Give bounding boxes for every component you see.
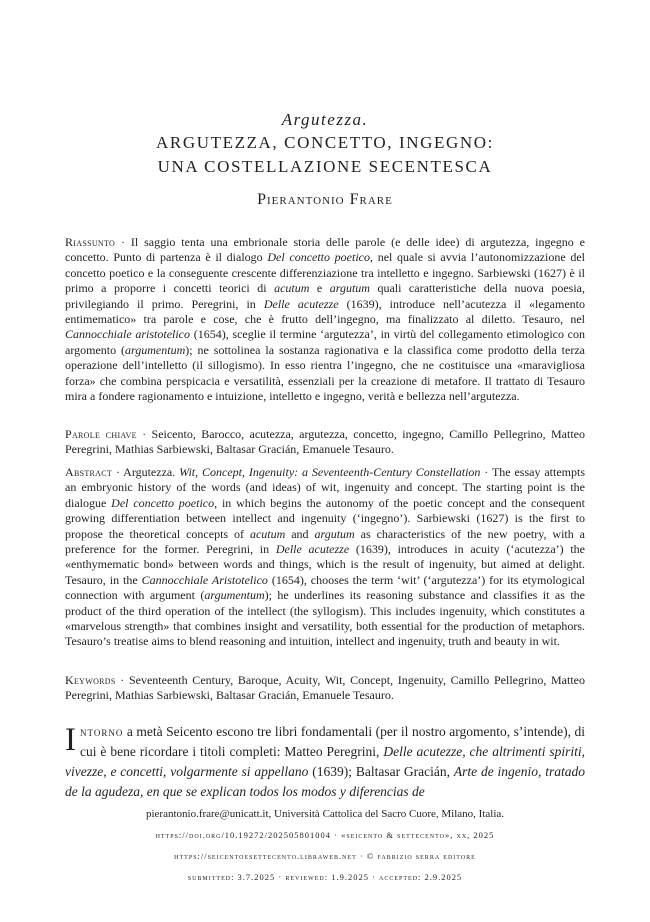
riassunto-label: Riassunto	[65, 235, 116, 249]
riassunto-text: quali caratteristiche della nuova poesia, privilegiando il primo. Peregrini, in	[65, 281, 586, 311]
keywords-block	[65, 673, 585, 704]
riassunto-italic: argutum	[329, 281, 370, 296]
abstract-italic: Cannocchiale Aristotelico	[141, 572, 268, 587]
parole-chiave-label: Parole chiave	[65, 427, 137, 441]
body-text: a metà Seicento escono tre libri fondamentali (per il nostro argomento, s’intende), di cui è bene ricordare i titoli completi: Matteo Peregrini,	[80, 724, 585, 759]
abstract-text: as characteristics of the new poetry, with a preference for the former. Peregrini, in	[65, 526, 586, 557]
label-separator: ·	[112, 465, 124, 479]
riassunto-text: Il saggio tenta una embrionale storia delle parole (e delle idee) di argutezza, ingegno e concetto. Punto di partenza è il dialogo	[65, 235, 586, 265]
label-separator: ·	[115, 673, 129, 687]
drop-cap-initial: I	[65, 722, 76, 758]
abstract-paragraph	[65, 465, 585, 650]
abstract-text: Argutezza.	[123, 465, 180, 479]
abstract-text: ); he underlines its reasoning substance and classifies it as the product of the third operation of the intellect (the syllogism). This includes ingenuity, which constitutes a «marvelous strength» that combines insight and versatility, both essential for the production of metaphors. Tesauro’s treatise aims to blend reasoning and intuition, intellect and ingenuity, truth and beauty in wit.	[65, 588, 586, 649]
parole-chiave-text: Seicento, Barocco, acutezza, argutezza, concetto, ingegno, Camillo Pellegrino, Matteo Peregrini, Mathias Sarbiewski, Baltasar Gracián, Emanuele Tesauro.	[65, 427, 586, 457]
body-text: (1639); Baltasar Gracián,	[308, 764, 454, 779]
parole-chiave-block	[65, 427, 585, 458]
abstract-italic: argutum	[314, 526, 355, 541]
abstract-block	[65, 465, 585, 650]
riassunto-block	[65, 235, 585, 404]
publisher-line: https://seicentoesettecento.libraweb.net · © fabrizio serra editore	[174, 851, 476, 861]
riassunto-text: (1639), introduce nell’acutezza il «legamento entimematico» tra parole e cose, che è frutto dell’ingegno, ma finalizzato al diletto. Tesauro, nel	[65, 296, 585, 327]
riassunto-paragraph	[65, 235, 585, 404]
submission-dates: submitted: 3.7.2025 · reviewed: 1.9.2025 · accepted: 2.9.2025	[187, 872, 463, 882]
abstract-text: and	[285, 526, 315, 541]
article-body-opening	[65, 722, 585, 802]
article-title-line-3: UNA COSTELLAZIONE SECENTESCA	[157, 157, 493, 176]
riassunto-italic: acutum	[274, 281, 310, 296]
riassunto-italic: Delle acutezze	[263, 296, 339, 311]
article-title-italic: Argutezza.	[281, 110, 369, 129]
riassunto-italic: Del concetto poetico	[267, 250, 371, 265]
parole-chiave-paragraph	[65, 427, 585, 458]
article-title-line-2: ARGUTEZZA, CONCETTO, INGEGNO:	[156, 133, 494, 152]
abstract-text: The essay attempts an embryonic history of the words (and ideas) of wit, ingenuity and concept. The starting point is the dialogue	[65, 465, 586, 510]
doi-line: https://doi.org/10.19272/202505801004 · «seicento & settecento», xx, 2025	[155, 830, 495, 840]
abstract-italic-title: Wit, Concept, Ingenuity: a Seventeenth-Century Constellation	[179, 465, 481, 479]
abstract-label: Abstract	[65, 465, 113, 479]
abstract-italic: argumentum	[204, 588, 265, 603]
book-title-gracian: Arte de ingenio, tratado de la agudeza, en que se explican todos los modos y diferencias de	[65, 764, 585, 799]
riassunto-text: ); ne sottolinea la sostanza ragionativa e la classifica come prodotto della terza operazione dell’intelletto (il sillogismo). In esso rientra l’ingegno, che ne costituisce una «maravigliosa forza» che combina perspicacia e versatilità, essenziali per la creazione di metafore. Il trattato di Tesauro mira a fondere ragionamento e intuizione, intelletto e ingegno, verità e bellezza nell’argutezza.	[65, 342, 585, 404]
author-affiliation: pierantonio.frare@unicatt.it, Università Cattolica del Sacro Cuore, Milano, Italia.	[145, 808, 505, 820]
author-name: Pierantonio Frare	[257, 191, 393, 208]
abstract-text: (1639), introduces in acuity (‘acutezza’) the «enthymematic bond» between words and things, which is the result of ingenuity, but aimed at delight. Tesauro, in the	[65, 542, 586, 587]
book-title-peregrini: Delle acutezze, che altrimenti spiriti, vivezze, e concetti, volgarmente si appellano	[65, 744, 585, 779]
riassunto-italic: Cannocchiale aristotelico	[65, 327, 191, 342]
keywords-text: Seventeenth Century, Baroque, Acuity, Wit, Concept, Ingenuity, Camillo Pellegrino, Matteo Peregrini, Mathias Sarbiewski, Baltasar Gracián, Emanuele Tesauro.	[65, 673, 585, 703]
keywords-label: Keywords	[65, 673, 116, 687]
riassunto-italic: argumentum	[125, 342, 186, 357]
label-separator: ·	[115, 235, 131, 249]
keywords-paragraph	[65, 673, 585, 704]
label-separator: ·	[480, 465, 492, 479]
abstract-italic: acutum	[249, 526, 286, 541]
riassunto-text: e	[309, 281, 330, 296]
abstract-italic: Del concetto poetico	[111, 495, 215, 510]
abstract-text: (1654), chooses the term ‘wit’ (‘argutezza’) for its etymological connection with argument (	[65, 572, 586, 603]
label-separator: ·	[136, 427, 152, 441]
riassunto-text: (1654), sceglie il termine ‘argutezza’, in virtù del collegamento etimologico con argomento (	[65, 327, 586, 357]
riassunto-text: , nel quale si avvia l’autonomizzazione del concetto poetico e la conseguente crescente differenziazione tra intelletto e ingegno. Sarbiewski (1627) è il primo a proporre i concetti teorici di	[65, 250, 585, 296]
abstract-italic: Delle acutezze	[275, 542, 350, 557]
abstract-text: , in which begins the autonomy of the poetic concept and the consequent growing differentiation between intellect and ingenuity (‘ingegno’). Sarbiewski (1627) is the first to propose the theoretical concepts of	[65, 495, 586, 541]
opening-small-caps: ntorno	[80, 724, 124, 739]
